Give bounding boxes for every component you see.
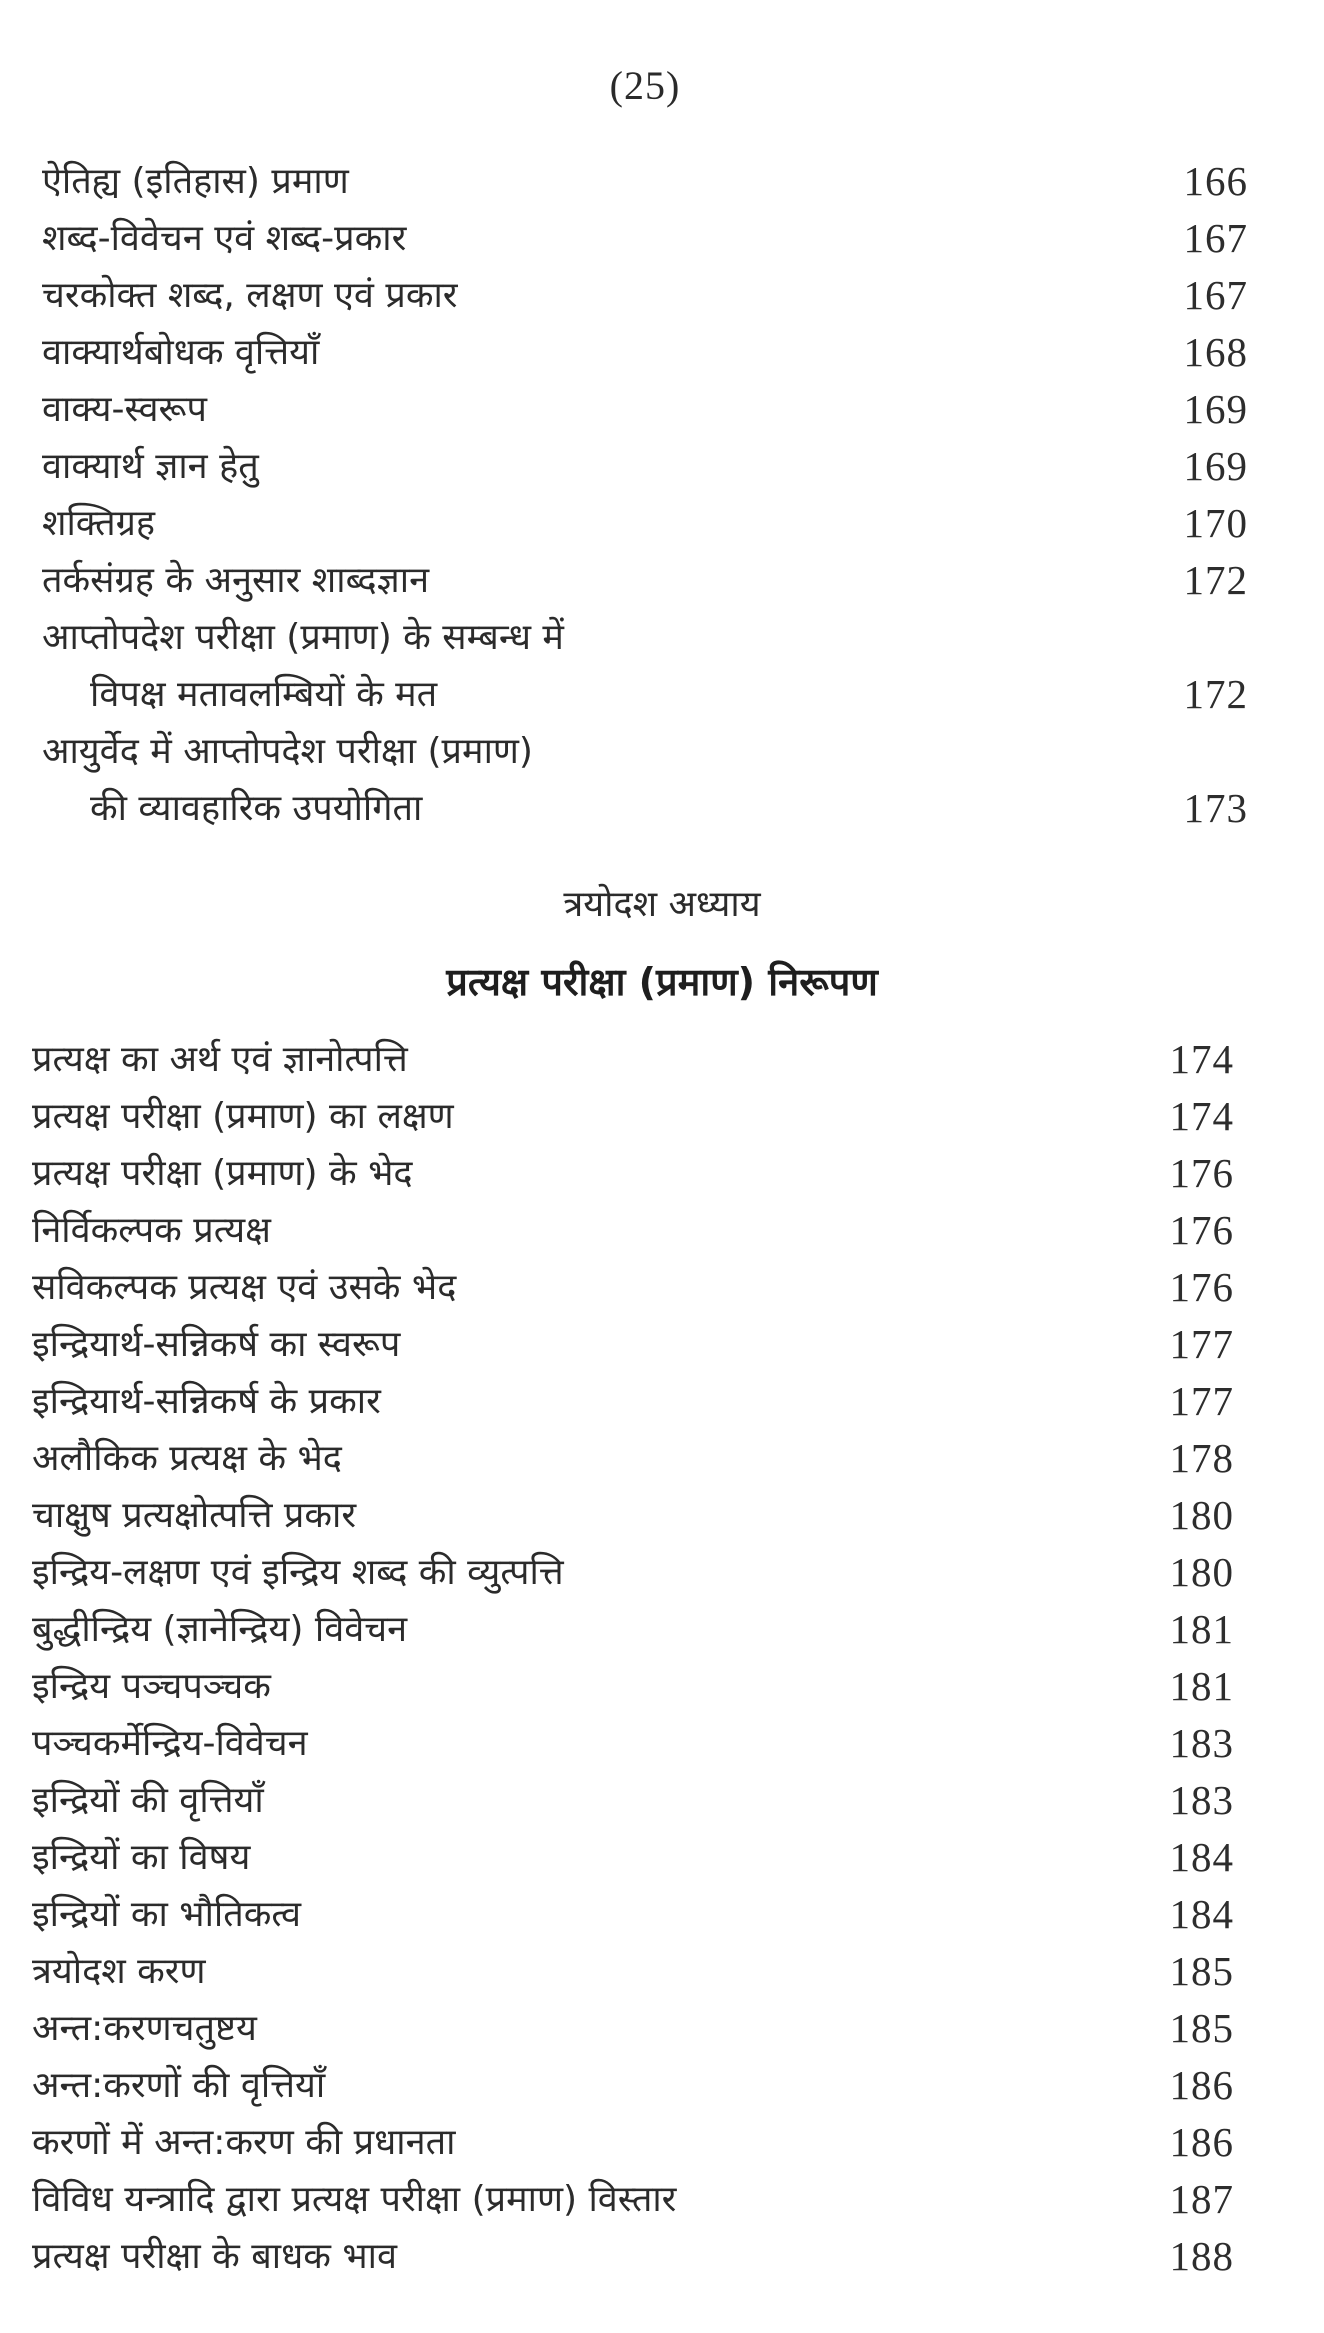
toc-entry-title-line: निर्विकल्पक प्रत्यक्ष — [32, 1210, 271, 1251]
toc-entry-title-line: इन्द्रिय पञ्चपञ्चक — [32, 1666, 271, 1707]
toc-entry-title — [42, 495, 155, 552]
toc-entry-title — [32, 2171, 676, 2228]
toc-entry — [0, 1259, 1324, 1316]
toc-entry — [0, 381, 1324, 438]
toc-entry — [0, 1829, 1324, 1886]
toc-entry-title-line: की व्यावहारिक उपयोगिता — [90, 788, 423, 829]
toc-entry-title-line: चाक्षुष प्रत्यक्षोत्पत्ति प्रकार — [32, 1495, 357, 1536]
toc-entry-title — [42, 552, 429, 609]
toc-entry-page-number: 174 — [1169, 1036, 1234, 1082]
toc-entry-title-line: वाक्यार्थ ज्ञान हेतु — [42, 446, 259, 487]
toc-entry-title — [32, 2228, 397, 2285]
toc-entry-title — [32, 1031, 408, 1088]
toc-entry — [0, 495, 1324, 552]
toc-entry-title-line: बुद्धीन्द्रिय (ज्ञानेन्द्रिय) विवेचन — [32, 1609, 408, 1650]
chapter-title: प्रत्यक्ष परीक्षा (प्रमाण) निरूपण — [446, 960, 878, 1004]
toc-entry-title — [32, 1373, 381, 1430]
toc-entry-title — [32, 1544, 564, 1601]
toc-entry — [0, 1886, 1324, 1943]
toc-entry-title-line: वाक्य-स्वरूप — [42, 389, 207, 430]
toc-entry-title-line: सविकल्पक प्रत्यक्ष एवं उसके भेद — [32, 1267, 457, 1308]
toc-entry-page-number: 177 — [1169, 1321, 1234, 1367]
toc-entry-page-number: 177 — [1169, 1378, 1234, 1424]
toc-entry-title-line: पञ्चकर्मेन्द्रिय-विवेचन — [32, 1723, 308, 1764]
toc-entry — [0, 1373, 1324, 1430]
toc-entry — [0, 609, 1324, 723]
toc-entry-title — [32, 1202, 271, 1259]
toc-entry-page-number: 180 — [1169, 1492, 1234, 1538]
toc-entry-title-line: वाक्यार्थबोधक वृत्तियाँ — [42, 332, 320, 373]
toc-entry-page-number: 183 — [1169, 1777, 1234, 1823]
toc-entry — [0, 1544, 1324, 1601]
toc-entry-title-line: त्रयोदश करण — [32, 1951, 206, 1992]
toc-entry-title — [32, 1487, 356, 1544]
toc-entry-title-line: प्रत्यक्ष परीक्षा के बाधक भाव — [32, 2236, 397, 2277]
toc-entry-page-number: 184 — [1169, 1891, 1234, 1937]
toc-entry — [0, 1145, 1324, 1202]
toc-entry-title — [32, 1772, 264, 1829]
toc-entry-title — [32, 1943, 206, 2000]
toc-entry — [0, 324, 1324, 381]
toc-entry — [0, 1316, 1324, 1373]
toc-entry — [0, 1772, 1324, 1829]
toc-entry-page-number: 185 — [1169, 2005, 1234, 2051]
toc-entry-title-line: इन्द्रियों का विषय — [32, 1837, 251, 1878]
toc-entry — [0, 1088, 1324, 1145]
toc-entry-title — [42, 324, 319, 381]
toc-entry — [0, 2228, 1324, 2285]
toc-entry-title-line: इन्द्रिय-लक्षण एवं इन्द्रिय शब्द की व्युत्पत्ति — [32, 1552, 564, 1593]
toc-entry-title-line: प्रत्यक्ष का अर्थ एवं ज्ञानोत्पत्ति — [32, 1039, 408, 1080]
toc-entry-page-number: 170 — [1183, 500, 1248, 546]
toc-entry-title — [42, 438, 259, 495]
toc-entry-title-line: अन्त:करणों की वृत्तियाँ — [32, 2065, 326, 2106]
toc-entry — [0, 1202, 1324, 1259]
toc-entry-page-number: 167 — [1183, 272, 1248, 318]
toc-entry-title — [42, 381, 207, 438]
toc-entry-title — [32, 1145, 413, 1202]
toc-entry-title — [32, 1316, 400, 1373]
toc-entry-page-number: 184 — [1169, 1834, 1234, 1880]
toc-entry-page-number: 176 — [1169, 1207, 1234, 1253]
toc-entry-page-number: 174 — [1169, 1093, 1234, 1139]
toc-entry — [0, 153, 1324, 210]
toc-entry-page-number: 178 — [1169, 1435, 1234, 1481]
toc-entry-title-line: प्रत्यक्ष परीक्षा (प्रमाण) के भेद — [32, 1153, 413, 1194]
toc-entry-page-number: 188 — [1169, 2233, 1234, 2279]
toc-entry-title-line: तर्कसंग्रह के अनुसार शाब्दज्ञान — [42, 560, 430, 601]
toc-entry-page-number: 172 — [1183, 557, 1248, 603]
toc-entry-title-line: चरकोक्त शब्द, लक्षण एवं प्रकार — [42, 275, 458, 316]
toc-entry — [0, 1943, 1324, 2000]
toc-entry — [0, 267, 1324, 324]
toc-entry-title — [32, 1658, 271, 1715]
toc-entry-title — [32, 1601, 407, 1658]
toc-entry-page-number: 181 — [1169, 1663, 1234, 1709]
toc-entry-title — [32, 2114, 455, 2171]
chapter-label: त्रयोदश अध्याय — [563, 884, 761, 925]
toc-entry-page-number: 169 — [1183, 386, 1248, 432]
toc-entry — [0, 2114, 1324, 2171]
toc-entry-page-number: 176 — [1169, 1264, 1234, 1310]
toc-entry-title — [42, 210, 406, 267]
toc-entry-title — [42, 609, 564, 723]
toc-entry-title-line: अलौकिक प्रत्यक्ष के भेद — [32, 1438, 342, 1479]
toc-entry-title-line: करणों में अन्त:करण की प्रधानता — [32, 2122, 456, 2163]
toc-entry-page-number: 186 — [1169, 2119, 1234, 2165]
toc-entry-title-line: विविध यन्त्रादि द्वारा प्रत्यक्ष परीक्षा (प्रमाण) विस्तार — [32, 2179, 677, 2220]
toc-list-section2 — [0, 1031, 1324, 2285]
toc-entry-title — [42, 723, 533, 837]
toc-entry-title-line: ऐतिह्य (इतिहास) प्रमाण — [42, 161, 349, 202]
toc-entry — [0, 552, 1324, 609]
toc-entry-page-number: 180 — [1169, 1549, 1234, 1595]
toc-entry — [0, 210, 1324, 267]
toc-entry-title-line: आप्तोपदेश परीक्षा (प्रमाण) के सम्बन्ध में — [42, 617, 564, 658]
toc-entry-page-number: 168 — [1183, 329, 1248, 375]
toc-entry-title-line: विपक्ष मतावलम्बियों के मत — [90, 674, 438, 715]
toc-entry-page-number: 166 — [1183, 158, 1248, 204]
toc-entry — [0, 2057, 1324, 2114]
toc-entry-page-number: 172 — [1183, 671, 1248, 717]
toc-entry-title — [42, 267, 458, 324]
page-number: (25) — [609, 63, 681, 108]
toc-entry-title — [32, 2000, 257, 2057]
toc-entry — [0, 1715, 1324, 1772]
toc-list-section1 — [0, 153, 1324, 837]
toc-entry — [0, 1487, 1324, 1544]
toc-entry — [0, 2000, 1324, 2057]
toc-entry — [0, 438, 1324, 495]
toc-entry-title-line: शब्द-विवेचन एवं शब्द-प्रकार — [42, 218, 407, 259]
toc-entry-title-line: इन्द्रियों की वृत्तियाँ — [32, 1780, 264, 1821]
toc-entry-page-number: 167 — [1183, 215, 1248, 261]
toc-entry-title — [32, 1715, 308, 1772]
toc-entry-page-number: 173 — [1183, 785, 1248, 831]
toc-entry — [0, 1430, 1324, 1487]
toc-entry-title-line: इन्द्रियों का भौतिकत्व — [32, 1894, 301, 1935]
toc-entry-page-number: 185 — [1169, 1948, 1234, 1994]
toc-entry — [0, 2171, 1324, 2228]
toc-entry-title — [32, 1886, 301, 1943]
toc-entry-page-number: 176 — [1169, 1150, 1234, 1196]
toc-entry-title — [32, 2057, 325, 2114]
toc-entry-title-line: शक्तिग्रह — [42, 503, 156, 544]
toc-entry-title-line: अन्त:करणचतुष्टय — [32, 2008, 257, 2049]
toc-entry-title-line: इन्द्रियार्थ-सन्निकर्ष के प्रकार — [32, 1381, 381, 1422]
toc-entry-title — [32, 1829, 250, 1886]
toc-entry-page-number: 181 — [1169, 1606, 1234, 1652]
toc-entry — [0, 1031, 1324, 1088]
toc-entry — [0, 1601, 1324, 1658]
toc-entry-title — [32, 1088, 454, 1145]
toc-entry-page-number: 186 — [1169, 2062, 1234, 2108]
toc-entry-title — [42, 153, 349, 210]
toc-entry-page-number: 169 — [1183, 443, 1248, 489]
toc-entry-title-line: आयुर्वेद में आप्तोपदेश परीक्षा (प्रमाण) — [42, 731, 533, 772]
toc-entry — [0, 723, 1324, 837]
toc-entry-title-line: प्रत्यक्ष परीक्षा (प्रमाण) का लक्षण — [32, 1096, 454, 1137]
toc-entry-page-number: 187 — [1169, 2176, 1234, 2222]
toc-entry-page-number: 183 — [1169, 1720, 1234, 1766]
toc-entry-title — [32, 1430, 342, 1487]
toc-entry-title-line: इन्द्रियार्थ-सन्निकर्ष का स्वरूप — [32, 1324, 401, 1365]
toc-entry-title — [32, 1259, 456, 1316]
toc-entry — [0, 1658, 1324, 1715]
